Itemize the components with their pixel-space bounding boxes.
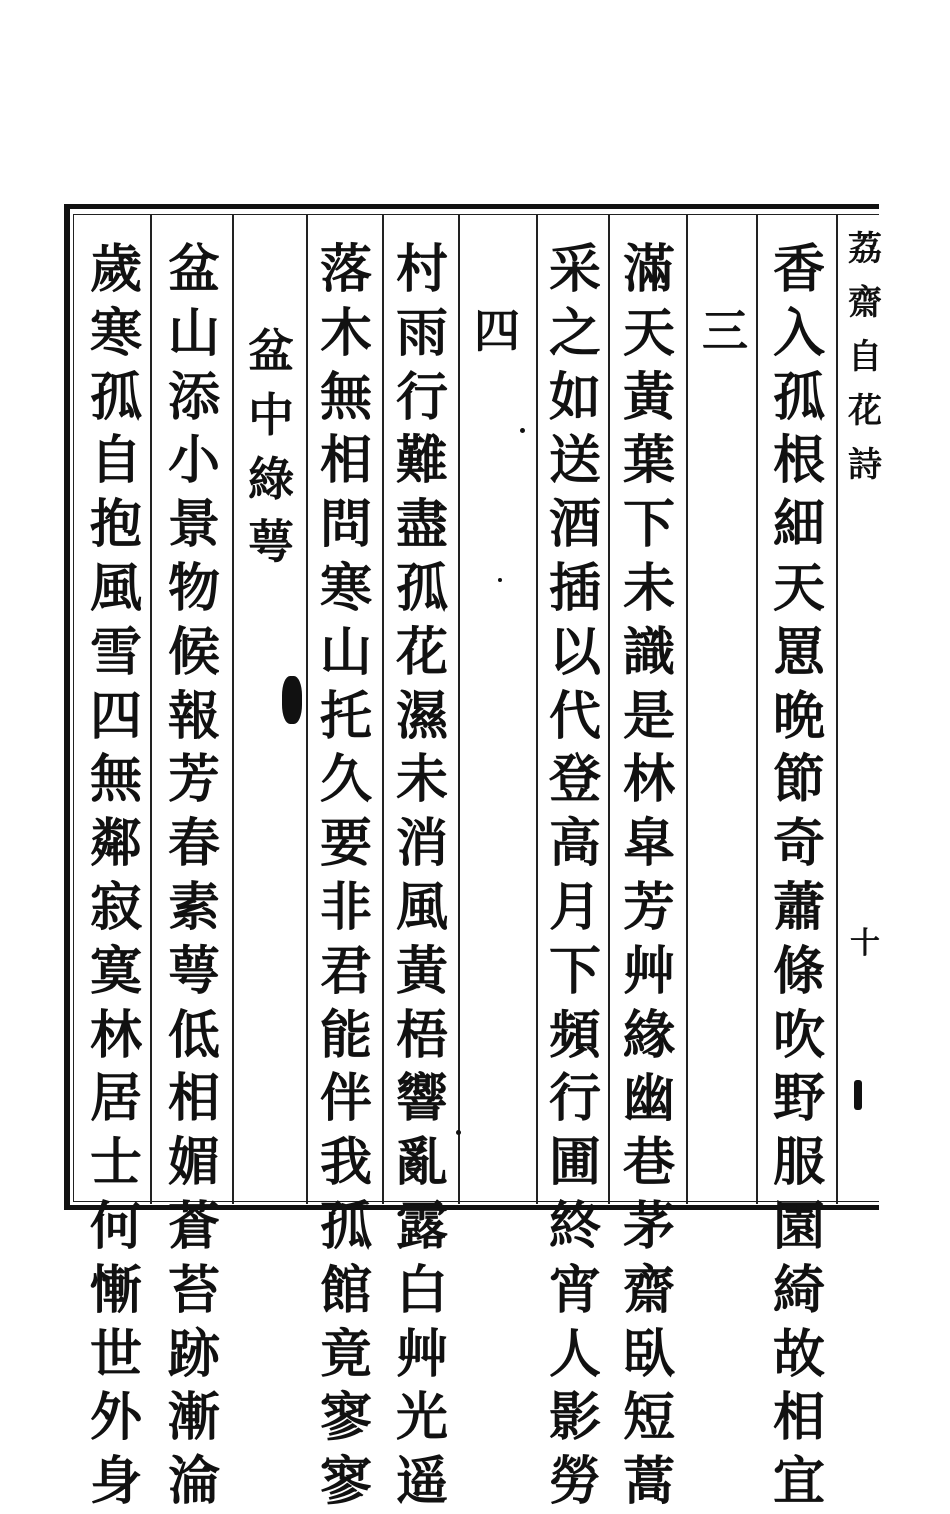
- column-character: 士: [89, 1132, 142, 1194]
- column-character: 艸: [395, 1323, 448, 1385]
- column-character: 相: [772, 1387, 825, 1449]
- ink-blot: [282, 676, 302, 724]
- column-character: 白: [395, 1259, 448, 1321]
- column-character: 未: [622, 557, 675, 619]
- column-character: 下: [548, 940, 601, 1002]
- column-character: 小: [167, 430, 220, 492]
- column-character: 吹: [772, 1004, 825, 1066]
- column-character: 素: [167, 876, 220, 938]
- column-character: 寂: [89, 876, 142, 938]
- column-character: 寒: [319, 557, 372, 619]
- running-title-character: 自: [848, 337, 882, 377]
- column-character: 巷: [622, 1132, 675, 1194]
- column-character: 葉: [622, 430, 675, 492]
- text-column: [610, 238, 688, 1513]
- column-character: 消: [395, 813, 448, 875]
- column-character: 無: [319, 366, 372, 428]
- column-character: 山: [319, 621, 372, 683]
- column-character: 蒼: [167, 1195, 220, 1257]
- column-character: 行: [548, 1068, 601, 1130]
- column-character: 勞: [548, 1451, 601, 1513]
- column-character: 緣: [622, 1004, 675, 1066]
- column-character: 齋: [622, 1259, 675, 1321]
- column-character: 歲: [89, 239, 142, 300]
- column-character: 添: [167, 366, 220, 428]
- running-title-character: 齋: [848, 283, 882, 323]
- column-character: 代: [548, 685, 601, 747]
- column-character: 何: [89, 1195, 142, 1257]
- text-column: [77, 238, 155, 1513]
- column-character: 艸: [622, 940, 675, 1002]
- column-character: 盆: [167, 239, 220, 300]
- column-character: 野: [772, 1068, 825, 1130]
- running-title: [845, 222, 885, 485]
- column-character: 短: [622, 1387, 675, 1449]
- column-character: 芳: [167, 749, 220, 811]
- column-character: 宵: [548, 1259, 601, 1321]
- column-character: 遥: [395, 1451, 448, 1513]
- column-character: 寥: [319, 1451, 372, 1513]
- column-character: 人: [548, 1323, 601, 1385]
- running-title-character: 花: [848, 391, 882, 431]
- column-character: 晩: [772, 685, 825, 747]
- text-column: [383, 238, 461, 1513]
- column-character: 相: [319, 430, 372, 492]
- column-character: 細: [772, 494, 825, 556]
- column-character: 之: [548, 302, 601, 364]
- running-title-character: 荔: [848, 229, 882, 269]
- column-character: 林: [89, 1004, 142, 1066]
- column-character: 抱: [89, 494, 142, 556]
- column-character: 送: [548, 430, 601, 492]
- ink-speck: [520, 428, 525, 433]
- column-character: 根: [772, 430, 825, 492]
- column-character: 村: [395, 239, 448, 300]
- column-character: 登: [548, 749, 601, 811]
- column-character: 景: [167, 494, 220, 556]
- column-character: 香: [772, 239, 825, 300]
- column-character: 光: [395, 1387, 448, 1449]
- column-character: 我: [319, 1132, 372, 1194]
- column-character: 罳: [772, 621, 825, 683]
- column-character: 頻: [548, 1004, 601, 1066]
- column-character: 相: [167, 1068, 220, 1130]
- column-character: 孤: [89, 366, 142, 428]
- column-character: 幽: [622, 1068, 675, 1130]
- column-character: 雪: [89, 621, 142, 683]
- column-character: 寞: [89, 940, 142, 1002]
- column-character: 酒: [548, 494, 601, 556]
- column-character: 綠: [248, 451, 294, 506]
- column-character: 以: [548, 621, 601, 683]
- column-character: 鄰: [89, 813, 142, 875]
- column-character: 身: [89, 1451, 142, 1513]
- column-character: 伴: [319, 1068, 372, 1130]
- text-column: [307, 238, 385, 1513]
- column-character: 無: [89, 749, 142, 811]
- column-character: 天: [772, 557, 825, 619]
- column-character: 四: [89, 685, 142, 747]
- column-character: 久: [319, 749, 372, 811]
- column-character: 是: [622, 685, 675, 747]
- column-character: 采: [548, 239, 601, 300]
- column-character: 館: [319, 1259, 372, 1321]
- column-character: 林: [622, 749, 675, 811]
- column-character: 皐: [622, 813, 675, 875]
- poem-number-heading: [686, 300, 764, 1260]
- column-character: 外: [89, 1387, 142, 1449]
- column-character: 條: [772, 940, 825, 1002]
- column-character: 中: [248, 387, 294, 442]
- text-column: [155, 238, 233, 1513]
- column-character: 黃: [395, 940, 448, 1002]
- column-character: 宜: [772, 1451, 825, 1513]
- column-character: 春: [167, 813, 220, 875]
- column-character: 淪: [167, 1451, 220, 1513]
- column-character: 非: [319, 876, 372, 938]
- column-character: 節: [772, 749, 825, 811]
- column-character: 高: [548, 813, 601, 875]
- column-character: 風: [89, 557, 142, 619]
- column-character: 三: [702, 304, 748, 358]
- column-character: 跡: [167, 1323, 220, 1385]
- column-character: 漸: [167, 1387, 220, 1449]
- column-character: 能: [319, 1004, 372, 1066]
- column-character: 媚: [167, 1132, 220, 1194]
- column-character: 黃: [622, 366, 675, 428]
- column-character: 自: [89, 430, 142, 492]
- running-title-character: 詩: [848, 445, 882, 485]
- column-character: 竟: [319, 1323, 372, 1385]
- folio-number: 十: [850, 926, 880, 961]
- column-character: 萼: [248, 515, 294, 570]
- column-character: 苔: [167, 1259, 220, 1321]
- column-character: 物: [167, 557, 220, 619]
- poem-title: [232, 320, 310, 1280]
- column-character: 木: [319, 302, 372, 364]
- poem-number-heading: [458, 300, 536, 1260]
- ink-speck: [498, 578, 502, 582]
- text-column: [760, 238, 838, 1513]
- column-character: 慚: [89, 1259, 142, 1321]
- column-character: 奇: [772, 813, 825, 875]
- column-character: 響: [395, 1068, 448, 1130]
- text-column: [536, 238, 614, 1513]
- column-character: 孤: [772, 366, 825, 428]
- column-character: 天: [622, 302, 675, 364]
- column-character: 問: [319, 494, 372, 556]
- column-character: 盡: [395, 494, 448, 556]
- column-character: 圃: [548, 1132, 601, 1194]
- ink-speck: [456, 1130, 461, 1135]
- column-character: 如: [548, 366, 601, 428]
- column-character: 托: [319, 685, 372, 747]
- column-character: 山: [167, 302, 220, 364]
- column-character: 盆: [248, 324, 294, 378]
- column-character: 亂: [395, 1132, 448, 1194]
- column-character: 滿: [622, 239, 675, 300]
- column-character: 雨: [395, 302, 448, 364]
- column-character: 茅: [622, 1195, 675, 1257]
- column-character: 孤: [319, 1195, 372, 1257]
- column-character: 下: [622, 494, 675, 556]
- column-character: 四: [474, 304, 520, 358]
- column-character: 故: [772, 1323, 825, 1385]
- column-character: 難: [395, 430, 448, 492]
- column-character: 候: [167, 621, 220, 683]
- column-character: 低: [167, 1004, 220, 1066]
- column-character: 未: [395, 749, 448, 811]
- column-character: 蕭: [772, 876, 825, 938]
- column-character: 芳: [622, 876, 675, 938]
- column-character: 露: [395, 1195, 448, 1257]
- column-character: 落: [319, 239, 372, 300]
- column-character: 終: [548, 1195, 601, 1257]
- column-character: 要: [319, 813, 372, 875]
- column-character: 服: [772, 1132, 825, 1194]
- column-character: 入: [772, 302, 825, 364]
- column-character: 世: [89, 1323, 142, 1385]
- column-character: 識: [622, 621, 675, 683]
- column-character: 插: [548, 557, 601, 619]
- column-character: 月: [548, 876, 601, 938]
- column-character: 君: [319, 940, 372, 1002]
- column-character: 孤: [395, 557, 448, 619]
- ink-speck: [854, 1080, 862, 1110]
- column-character: 影: [548, 1387, 601, 1449]
- column-character: 濕: [395, 685, 448, 747]
- column-character: 寒: [89, 302, 142, 364]
- column-character: 綺: [772, 1259, 825, 1321]
- column-character: 梧: [395, 1004, 448, 1066]
- column-character: 居: [89, 1068, 142, 1130]
- column-character: 園: [772, 1195, 825, 1257]
- column-character: 蒿: [622, 1451, 675, 1513]
- column-character: 報: [167, 685, 220, 747]
- column-character: 花: [395, 621, 448, 683]
- column-character: 行: [395, 366, 448, 428]
- column-character: 風: [395, 876, 448, 938]
- column-character: 臥: [622, 1323, 675, 1385]
- column-character: 萼: [167, 940, 220, 1002]
- column-character: 寥: [319, 1387, 372, 1449]
